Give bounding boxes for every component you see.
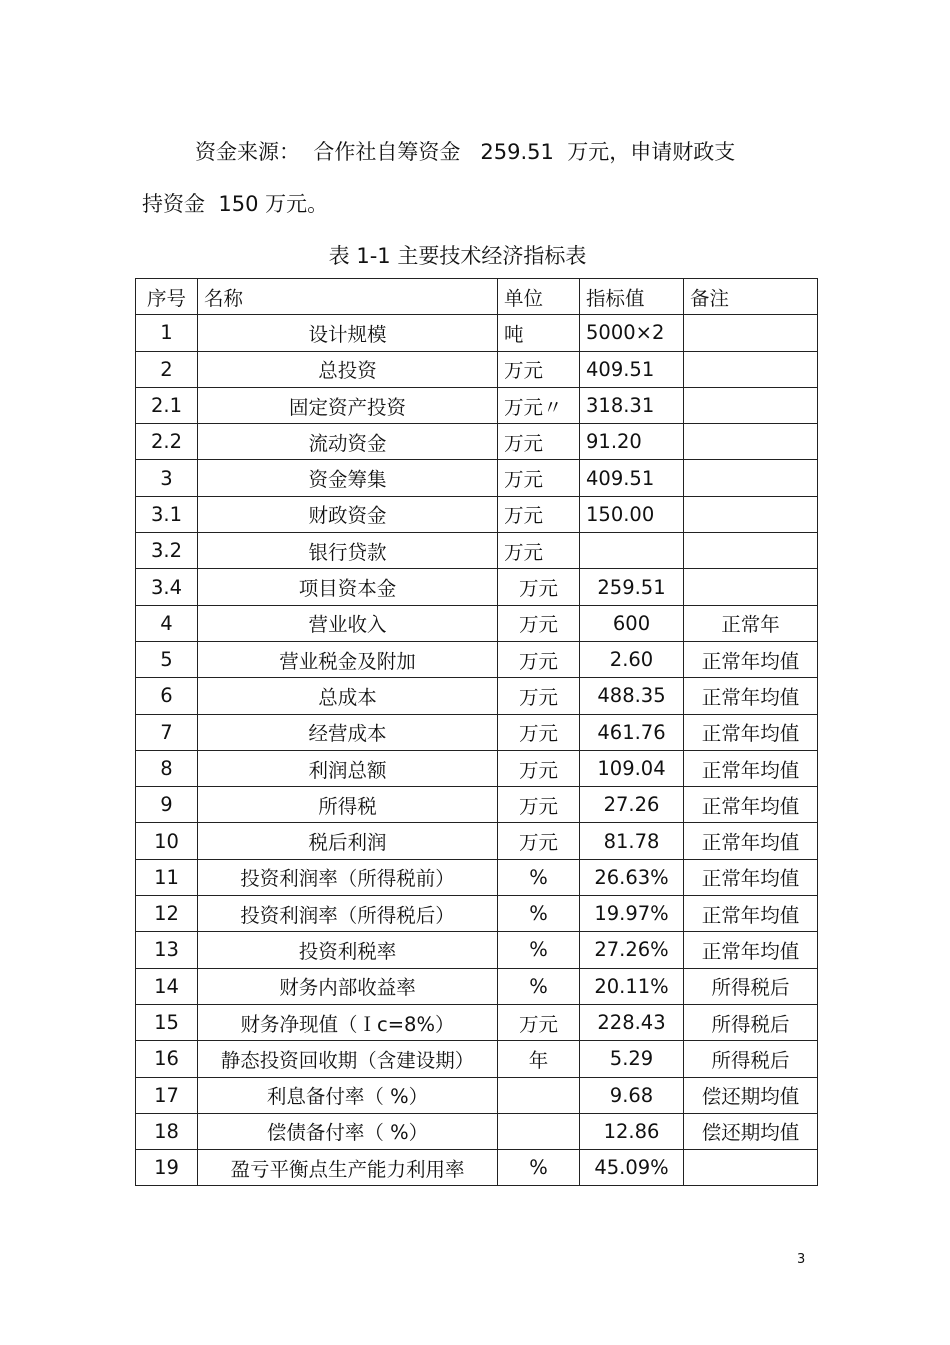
row-name: 静态投资回收期（含建设期） bbox=[198, 1041, 498, 1077]
header-name: 名称 bbox=[198, 279, 498, 315]
row-unit: 万元 bbox=[498, 641, 580, 677]
row-unit: % bbox=[498, 859, 580, 895]
row-note: 正常年均值 bbox=[684, 750, 818, 786]
row-unit: 万元 bbox=[498, 714, 580, 750]
row-index: 6 bbox=[136, 678, 198, 714]
row-note: 正常年 bbox=[684, 605, 818, 641]
row-value: 9.68 bbox=[580, 1077, 684, 1113]
row-value: 228.43 bbox=[580, 1004, 684, 1040]
table-row bbox=[136, 787, 818, 823]
row-name: 税后利润 bbox=[198, 823, 498, 859]
row-value: 26.63% bbox=[580, 859, 684, 895]
row-name: 投资利润率（所得税后） bbox=[198, 896, 498, 932]
row-name: 营业收入 bbox=[198, 605, 498, 641]
table-row bbox=[136, 714, 818, 750]
row-name: 投资利税率 bbox=[198, 932, 498, 968]
row-index: 13 bbox=[136, 932, 198, 968]
row-value: 2.60 bbox=[580, 641, 684, 677]
row-value: 20.11% bbox=[580, 968, 684, 1004]
row-value: 318.31 bbox=[580, 387, 684, 423]
table-row bbox=[136, 1150, 818, 1186]
row-unit: % bbox=[498, 932, 580, 968]
row-unit: 年 bbox=[498, 1041, 580, 1077]
row-note: 偿还期均值 bbox=[684, 1077, 818, 1113]
table-row bbox=[136, 641, 818, 677]
row-index: 2.1 bbox=[136, 387, 198, 423]
table-row bbox=[136, 968, 818, 1004]
row-note bbox=[684, 533, 818, 569]
row-value: 150.00 bbox=[580, 496, 684, 532]
row-name: 银行贷款 bbox=[198, 533, 498, 569]
row-unit: 万元 bbox=[498, 424, 580, 460]
table-row bbox=[136, 896, 818, 932]
row-index: 14 bbox=[136, 968, 198, 1004]
table-row bbox=[136, 823, 818, 859]
row-note bbox=[684, 460, 818, 496]
row-note: 正常年均值 bbox=[684, 859, 818, 895]
table-row bbox=[136, 678, 818, 714]
row-name: 财务净现值（Ｉc=8%） bbox=[198, 1004, 498, 1040]
row-note: 正常年均值 bbox=[684, 823, 818, 859]
table-row bbox=[136, 424, 818, 460]
row-value: 488.35 bbox=[580, 678, 684, 714]
row-index: 16 bbox=[136, 1041, 198, 1077]
row-name: 财政资金 bbox=[198, 496, 498, 532]
row-note bbox=[684, 1150, 818, 1186]
row-note bbox=[684, 424, 818, 460]
row-index: 17 bbox=[136, 1077, 198, 1113]
row-value: 91.20 bbox=[580, 424, 684, 460]
table-row bbox=[136, 1041, 818, 1077]
row-index: 9 bbox=[136, 787, 198, 823]
row-index: 1 bbox=[136, 315, 198, 351]
row-unit: % bbox=[498, 1150, 580, 1186]
row-note bbox=[684, 315, 818, 351]
table-row bbox=[136, 569, 818, 605]
row-name: 利息备付率（ %） bbox=[198, 1077, 498, 1113]
row-unit: 万元 bbox=[498, 351, 580, 387]
row-value: 27.26 bbox=[580, 787, 684, 823]
header-index: 序号 bbox=[136, 279, 198, 315]
row-index: 5 bbox=[136, 641, 198, 677]
row-index: 15 bbox=[136, 1004, 198, 1040]
row-unit: % bbox=[498, 896, 580, 932]
paragraph-line-2: 持资金 150 万元。 bbox=[142, 192, 329, 216]
row-index: 3.1 bbox=[136, 496, 198, 532]
row-note: 所得税后 bbox=[684, 1041, 818, 1077]
row-value: 45.09% bbox=[580, 1150, 684, 1186]
row-value: 461.76 bbox=[580, 714, 684, 750]
row-unit: 万元 bbox=[498, 1004, 580, 1040]
row-unit: % bbox=[498, 968, 580, 1004]
row-name: 营业税金及附加 bbox=[198, 641, 498, 677]
row-index: 8 bbox=[136, 750, 198, 786]
row-index: 3.4 bbox=[136, 569, 198, 605]
row-note bbox=[684, 496, 818, 532]
row-unit: 万元 bbox=[498, 823, 580, 859]
row-note: 正常年均值 bbox=[684, 678, 818, 714]
table-row bbox=[136, 1077, 818, 1113]
table-row bbox=[136, 533, 818, 569]
row-index: 2 bbox=[136, 351, 198, 387]
row-unit: 万元 bbox=[498, 533, 580, 569]
row-index: 7 bbox=[136, 714, 198, 750]
row-note: 正常年均值 bbox=[684, 896, 818, 932]
row-value: 5000×2 bbox=[580, 315, 684, 351]
row-name: 设计规模 bbox=[198, 315, 498, 351]
table-row bbox=[136, 1004, 818, 1040]
row-unit: 万元 bbox=[498, 787, 580, 823]
header-value: 指标值 bbox=[580, 279, 684, 315]
row-unit: 万元 bbox=[498, 750, 580, 786]
table-caption: 表 1-1 主要技术经济指标表 bbox=[328, 244, 587, 268]
row-name: 投资利润率（所得税前） bbox=[198, 859, 498, 895]
row-value: 409.51 bbox=[580, 460, 684, 496]
row-index: 4 bbox=[136, 605, 198, 641]
row-unit: 万元 bbox=[498, 678, 580, 714]
row-note: 所得税后 bbox=[684, 968, 818, 1004]
indicator-table bbox=[135, 278, 818, 1186]
row-value: 600 bbox=[580, 605, 684, 641]
row-name: 偿债备付率（ %） bbox=[198, 1113, 498, 1149]
row-unit: 吨 bbox=[498, 315, 580, 351]
row-note: 所得税后 bbox=[684, 1004, 818, 1040]
row-note bbox=[684, 351, 818, 387]
row-index: 2.2 bbox=[136, 424, 198, 460]
row-note: 正常年均值 bbox=[684, 932, 818, 968]
row-value: 5.29 bbox=[580, 1041, 684, 1077]
row-name: 财务内部收益率 bbox=[198, 968, 498, 1004]
table-row bbox=[136, 460, 818, 496]
row-note: 正常年均值 bbox=[684, 714, 818, 750]
row-note: 偿还期均值 bbox=[684, 1113, 818, 1149]
table-header-row bbox=[136, 279, 818, 315]
row-name: 固定资产投资 bbox=[198, 387, 498, 423]
table-row bbox=[136, 387, 818, 423]
table-row bbox=[136, 859, 818, 895]
row-value bbox=[580, 533, 684, 569]
row-name: 经营成本 bbox=[198, 714, 498, 750]
table-row bbox=[136, 932, 818, 968]
row-value: 81.78 bbox=[580, 823, 684, 859]
row-value: 19.97% bbox=[580, 896, 684, 932]
row-note bbox=[684, 387, 818, 423]
row-value: 409.51 bbox=[580, 351, 684, 387]
row-index: 12 bbox=[136, 896, 198, 932]
row-value: 259.51 bbox=[580, 569, 684, 605]
row-name: 项目资本金 bbox=[198, 569, 498, 605]
row-value: 12.86 bbox=[580, 1113, 684, 1149]
table-row bbox=[136, 351, 818, 387]
row-unit: 万元 bbox=[498, 605, 580, 641]
row-note: 正常年均值 bbox=[684, 787, 818, 823]
row-name: 利润总额 bbox=[198, 750, 498, 786]
row-name: 所得税 bbox=[198, 787, 498, 823]
page-number: 3 bbox=[797, 1252, 806, 1267]
row-unit: 万元 bbox=[498, 460, 580, 496]
row-unit: 万元〃 bbox=[498, 387, 580, 423]
header-note: 备注 bbox=[684, 279, 818, 315]
row-unit: 万元 bbox=[498, 496, 580, 532]
row-name: 流动资金 bbox=[198, 424, 498, 460]
row-index: 11 bbox=[136, 859, 198, 895]
row-index: 10 bbox=[136, 823, 198, 859]
row-index: 3 bbox=[136, 460, 198, 496]
row-note: 正常年均值 bbox=[684, 641, 818, 677]
table-row bbox=[136, 315, 818, 351]
table-row bbox=[136, 1113, 818, 1149]
row-name: 总投资 bbox=[198, 351, 498, 387]
row-unit bbox=[498, 1077, 580, 1113]
row-index: 19 bbox=[136, 1150, 198, 1186]
table-row bbox=[136, 605, 818, 641]
paragraph-line-1: 资金来源： 合作社自筹资金 259.51 万元，申请财政支 bbox=[195, 140, 736, 164]
row-name: 盈亏平衡点生产能力利用率 bbox=[198, 1150, 498, 1186]
header-unit: 单位 bbox=[498, 279, 580, 315]
row-unit bbox=[498, 1113, 580, 1149]
table-row bbox=[136, 750, 818, 786]
row-name: 资金筹集 bbox=[198, 460, 498, 496]
row-unit: 万元 bbox=[498, 569, 580, 605]
row-index: 18 bbox=[136, 1113, 198, 1149]
row-index: 3.2 bbox=[136, 533, 198, 569]
row-name: 总成本 bbox=[198, 678, 498, 714]
row-value: 27.26% bbox=[580, 932, 684, 968]
table-row bbox=[136, 496, 818, 532]
row-note bbox=[684, 569, 818, 605]
row-value: 109.04 bbox=[580, 750, 684, 786]
